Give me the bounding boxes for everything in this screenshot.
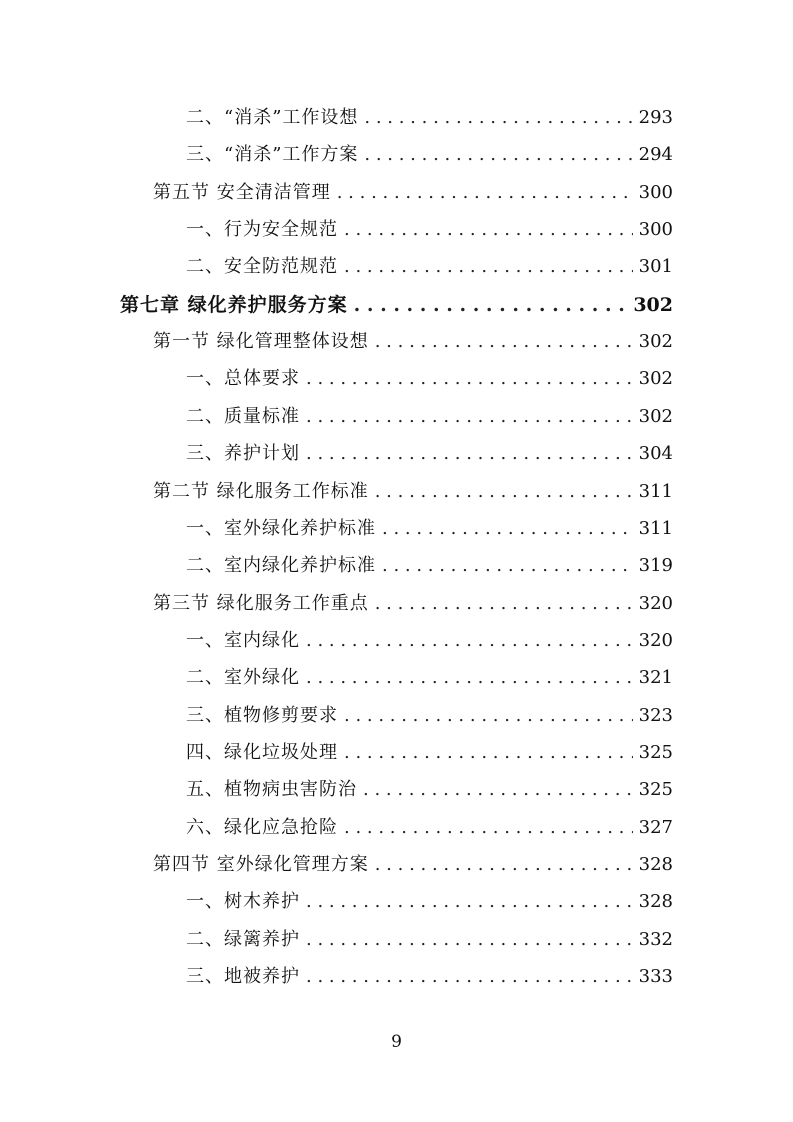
toc-entry[interactable] <box>186 144 673 166</box>
toc-entry-page: 301 <box>638 256 673 278</box>
toc-entry[interactable] <box>186 443 673 465</box>
toc-entry-title: 三、植物修剪要求 <box>186 704 338 726</box>
toc-leader-dots <box>337 182 633 204</box>
toc-entry-title: 三、养护计划 <box>186 443 300 465</box>
toc-entry-page: 304 <box>638 443 673 465</box>
toc-entry-page: 320 <box>638 629 673 651</box>
toc-entry[interactable] <box>186 630 673 652</box>
toc-entry-page: 302 <box>638 405 673 427</box>
toc-leader-dots <box>306 630 633 652</box>
toc-leader-dots <box>363 779 633 801</box>
toc-entry-title: 五、植物病虫害防治 <box>186 779 357 801</box>
toc-entry-title: 二、室外绿化 <box>186 667 300 689</box>
toc-entry[interactable] <box>120 294 673 316</box>
toc-leader-dots <box>344 742 633 764</box>
toc-entry[interactable] <box>153 593 673 615</box>
toc-entry-title: 第三节 绿化服务工作重点 <box>153 592 369 614</box>
toc-entry-page: 300 <box>638 181 673 203</box>
toc-entry[interactable] <box>186 219 673 241</box>
toc-entry-title: 第四节 室外绿化管理方案 <box>153 854 369 875</box>
toc-entry[interactable] <box>186 107 673 129</box>
toc-entry[interactable] <box>153 481 673 503</box>
toc-entry-page: 320 <box>638 592 673 614</box>
toc-leader-dots <box>375 593 633 615</box>
toc-entry-page: 332 <box>638 928 673 950</box>
toc-entry[interactable] <box>186 667 673 689</box>
toc-entry-page: 325 <box>638 741 673 763</box>
toc-entry-page: 328 <box>638 891 673 913</box>
toc-entry[interactable] <box>186 368 673 390</box>
page-number: 9 <box>391 1032 402 1052</box>
toc-entry-title: 第五节 安全清洁管理 <box>153 181 331 203</box>
toc-entry[interactable] <box>186 555 673 577</box>
toc-entry[interactable] <box>186 742 673 764</box>
toc-leader-dots <box>306 966 633 988</box>
toc-entry[interactable] <box>186 705 673 727</box>
toc-entry-title: 二、安全防范规范 <box>186 256 338 278</box>
toc-entry-page: 300 <box>638 219 673 241</box>
toc-entry[interactable] <box>153 854 673 876</box>
toc-leader-dots <box>344 219 633 241</box>
toc-entry-page: 293 <box>638 107 673 128</box>
toc-entry-title: 六、绿化应急抢险 <box>186 816 338 838</box>
toc-leader-dots <box>306 891 633 913</box>
toc-entry-title: 一、室内绿化 <box>186 629 300 651</box>
toc-leader-dots <box>375 331 633 353</box>
toc-entry-title: 二、质量标准 <box>186 405 300 427</box>
toc-entry[interactable] <box>186 779 673 801</box>
toc-entry-page: 302 <box>633 293 673 316</box>
toc-entry[interactable] <box>186 891 673 913</box>
toc-entry-title: 一、总体要求 <box>186 368 300 390</box>
toc-leader-dots <box>375 481 633 503</box>
toc-entry-page: 325 <box>638 779 673 801</box>
toc-entry-title: 二、室内绿化养护标准 <box>186 555 376 577</box>
toc-leader-dots <box>306 443 633 465</box>
toc-entry-page: 333 <box>638 966 673 988</box>
toc-entry-title: 三、地被养护 <box>186 966 300 988</box>
toc-entry[interactable] <box>153 331 673 353</box>
toc-entry-title: 一、树木养护 <box>186 891 300 913</box>
toc-leader-dots <box>344 256 633 278</box>
toc-entry[interactable] <box>186 817 673 839</box>
toc-entry-title: 三、“消杀”工作方案 <box>186 144 359 166</box>
toc-leader-dots <box>344 817 633 839</box>
toc-entry-page: 311 <box>638 480 673 502</box>
toc-leader-dots <box>364 107 632 129</box>
toc-entry[interactable] <box>186 406 673 428</box>
toc-entry-page: 321 <box>638 667 673 689</box>
toc-entry-page: 319 <box>638 555 673 577</box>
toc-leader-dots <box>306 929 633 951</box>
toc-leader-dots <box>306 406 633 428</box>
toc-entry-page: 328 <box>638 854 673 875</box>
toc-entry[interactable] <box>186 966 673 988</box>
toc-entry-page: 323 <box>638 704 673 726</box>
toc-entry-title: 一、行为安全规范 <box>186 219 338 241</box>
toc-leader-dots <box>306 667 633 689</box>
toc-leader-dots <box>354 294 628 316</box>
toc-leader-dots <box>344 705 633 727</box>
toc-entry[interactable] <box>153 182 673 204</box>
toc-leader-dots <box>375 854 633 876</box>
toc-entry-title: 四、绿化垃圾处理 <box>186 741 338 763</box>
toc-leader-dots <box>306 368 633 390</box>
toc-leader-dots <box>382 518 633 540</box>
toc-entry-title: 二、“消杀”工作设想 <box>186 107 359 128</box>
toc-entry-title: 一、室外绿化养护标准 <box>186 517 376 539</box>
toc-entry[interactable] <box>186 256 673 278</box>
toc-leader-dots <box>364 144 632 166</box>
toc-entry-page: 302 <box>638 331 673 353</box>
toc-entry-title: 二、绿篱养护 <box>186 928 300 950</box>
toc-entry-page: 327 <box>638 816 673 838</box>
toc-entry-title: 第七章 绿化养护服务方案 <box>120 293 348 316</box>
toc-entry-page: 302 <box>638 368 673 390</box>
toc-entry[interactable] <box>186 929 673 951</box>
toc-entry[interactable] <box>186 518 673 540</box>
toc-entry-title: 第二节 绿化服务工作标准 <box>153 480 369 502</box>
toc-leader-dots <box>382 555 633 577</box>
toc-entry-page: 311 <box>638 517 673 539</box>
toc-entry-page: 294 <box>638 144 673 166</box>
toc-entry-title: 第一节 绿化管理整体设想 <box>153 331 369 353</box>
